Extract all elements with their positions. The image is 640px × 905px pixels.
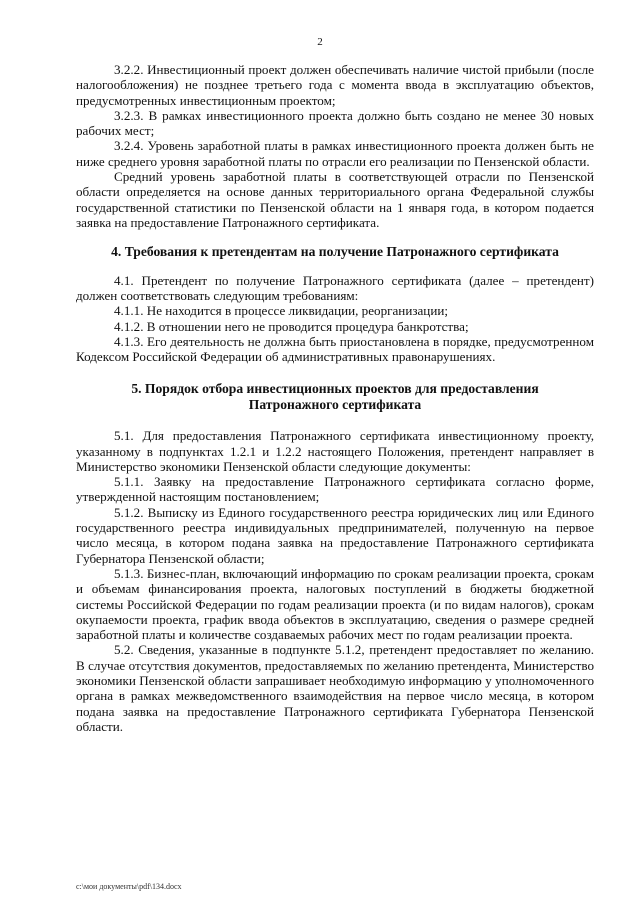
paragraph-4-1-3: 4.1.3. Его деятельность не должна быть приостановлена в порядке, предусмотренном Кодексом Российской Федерации об административных правонарушениях. [76,333,594,365]
paragraph-3-2-3: 3.2.3. В рамках инвестиционного проекта должно быть создано не менее 30 новых рабочих мест; [76,107,594,139]
section-4-heading: 4. Требования к претендентам на получение Патронажного сертификата [111,244,559,260]
paragraph-average-salary: Средний уровень заработной платы в соответствующей отрасли по Пензенской области определяется на основе данных территориального органа Федеральной службы государственной статистики по Пензенской области на 1 января года, в котором подается заявка на предоставление Патронажного сертификата. [76,169,594,230]
paragraph-4-1-2: 4.1.2. В отношении него не проводится процедура банкротства; [114,318,469,334]
paragraph-5-1-1: 5.1.1. Заявку на предоставление Патронажного сертификата согласно форме, утвержденной настоящим постановлением; [76,474,594,505]
paragraph-4-1-1: 4.1.1. Не находится в процессе ликвидации, реорганизации; [114,303,448,319]
section-5-heading [76,381,594,412]
footer-file-path: c:\мои документы\pdf\134.docx [76,882,182,891]
paragraph-4-1: 4.1. Претендент по получение Патронажного сертификата (далее – претендент) должен соответствовать следующим требованиям: [76,272,594,303]
page-number: 2 [317,36,323,48]
paragraph-5-1-3: 5.1.3. Бизнес-план, включающий информацию по срокам реализации проекта, срокам и объемам финансирования проекта, налоговых поступлений в бюджеты бюджетной системы Российской Федерации по годам реализации проекта (и по видам налогов), срокам окупаемости проекта, график ввода объектов в эксплуатацию, сведения о размере средней заработной платы и количестве создаваемых рабочих мест по годам реализации проекта. [76,565,594,643]
paragraph-3-2-2: 3.2.2. Инвестиционный проект должен обеспечивать наличие чистой прибыли (после налогообложения) не позднее третьего года с момента ввода в эксплуатацию объектов, предусмотренных инвестиционным проектом; [76,62,594,108]
paragraph-5-1: 5.1. Для предоставления Патронажного сертификата инвестиционному проекту, указанному в подпунктах 1.2.1 и 1.2.2 настоящего Положения, претендент направляет в Министерство экономики Пензенской области следующие документы: [76,428,594,474]
paragraph-3-2-4: 3.2.4. Уровень заработной платы в рамках инвестиционного проекта должен быть не ниже среднего уровня заработной платы по отрасли его реализации по Пензенской области. [76,138,594,169]
document-body [76,62,594,734]
section-5-heading-line2: Патронажного сертификата [248,396,422,412]
paragraph-5-1-2: 5.1.2. Выписку из Единого государственного реестра юридических лиц или Единого государственного реестра индивидуальных предпринимателей, полученную на первое число месяца, в котором подана заявка на предоставление Патронажного сертификата Губернатора Пензенской области; [76,504,594,566]
paragraph-5-2: 5.2. Сведения, указанные в подпункте 5.1.2, претендент предоставляет по желанию. В случае отсутствия документов, предоставляемых по желанию претендента, Министерство экономики Пензенской области запрашивает необходимую информацию у уполномоченного органа в рамках межведомственного взаимодействия на первое число месяца, в котором подана заявка на предоставление Патронажного сертификата Губернатора Пензенской области. [76,642,594,734]
section-5-heading-line1: 5. Порядок отбора инвестиционных проектов для предоставления [131,381,539,397]
